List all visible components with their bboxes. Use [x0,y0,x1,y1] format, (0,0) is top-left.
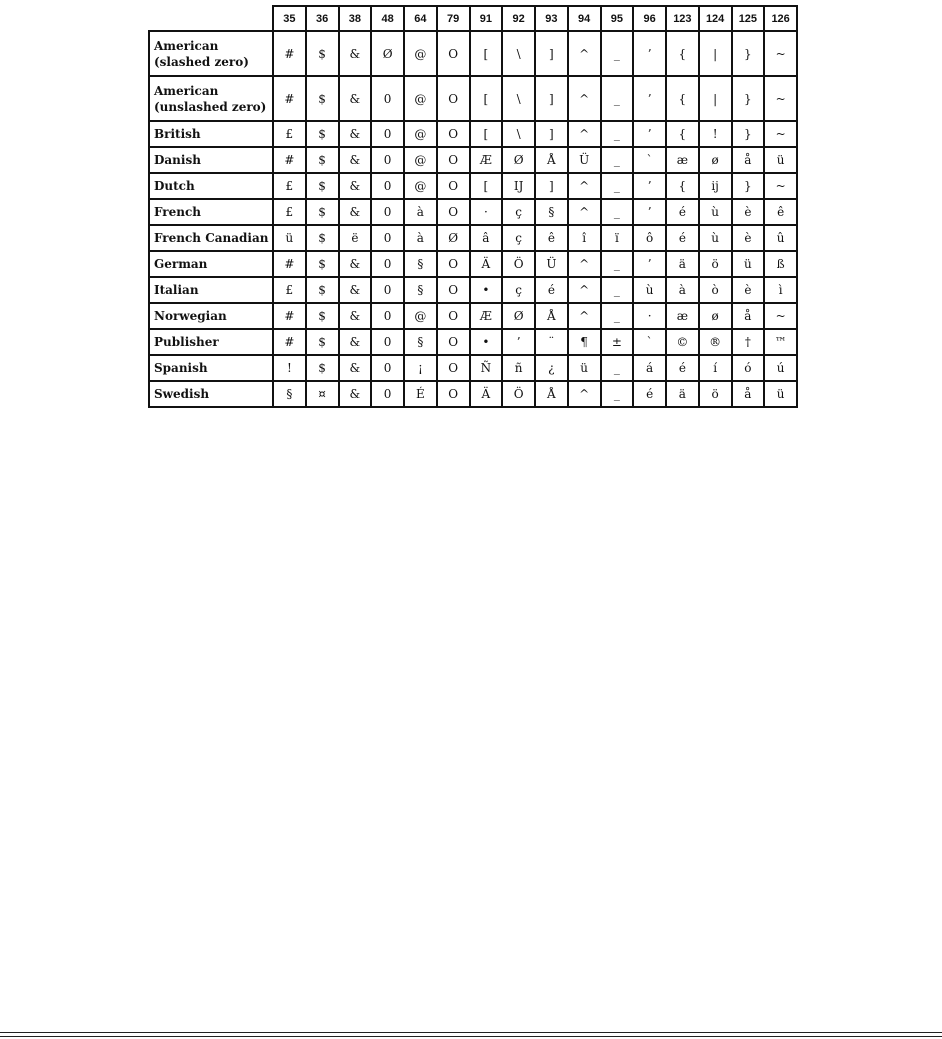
character-cell: _ [601,381,634,407]
character-cell: å [732,381,765,407]
character-cell: $ [306,225,339,251]
character-cell: @ [404,31,437,76]
character-cell: ~ [764,121,797,147]
character-cell: § [404,277,437,303]
table-row [149,31,797,76]
character-cell: ä [666,251,699,277]
language-name [149,355,273,381]
language-name-line: Dutch [154,179,195,193]
character-cell: 0 [371,173,404,199]
table-row [149,303,797,329]
language-name [149,225,273,251]
character-cell: # [273,329,306,355]
character-cell: Å [535,303,568,329]
character-cell: £ [273,199,306,225]
language-name [149,199,273,225]
character-cell: } [732,31,765,76]
character-cell: 0 [371,251,404,277]
character-cell: ’ [633,76,666,121]
column-header-code: 91 [470,6,503,31]
character-cell: \ [502,121,535,147]
character-cell: @ [404,76,437,121]
character-cell: O [437,31,470,76]
character-cell: Ö [502,381,535,407]
character-cell: 0 [371,381,404,407]
character-cell: Ø [371,31,404,76]
character-cell: @ [404,303,437,329]
language-name [149,277,273,303]
character-cell: [ [470,76,503,121]
character-cell: à [404,199,437,225]
column-header-code: 95 [601,6,634,31]
character-cell: ø [699,303,732,329]
character-cell: ö [699,251,732,277]
character-cell: & [339,121,372,147]
character-cell: Ñ [470,355,503,381]
character-cell: • [470,277,503,303]
character-cell: ^ [568,76,601,121]
character-cell: î [568,225,601,251]
character-cell: é [535,277,568,303]
character-cell: [ [470,173,503,199]
column-header-code: 36 [306,6,339,31]
table-row [149,147,797,173]
character-cell: £ [273,173,306,199]
character-cell: ^ [568,121,601,147]
character-cell: O [437,199,470,225]
character-cell: É [404,381,437,407]
character-cell: IJ [502,173,535,199]
character-cell: ë [339,225,372,251]
language-name [149,31,273,76]
character-cell: ^ [568,251,601,277]
character-cell: ê [535,225,568,251]
character-cell: ~ [764,173,797,199]
character-cell: é [633,381,666,407]
character-cell: é [666,355,699,381]
character-cell: ¡ [404,355,437,381]
character-cell: Ö [502,251,535,277]
character-cell: ù [633,277,666,303]
table-row [149,251,797,277]
character-cell: $ [306,277,339,303]
table-row [149,76,797,121]
character-cell: O [437,303,470,329]
character-cell: & [339,303,372,329]
character-cell: $ [306,173,339,199]
language-name [149,147,273,173]
character-cell: 0 [371,147,404,173]
character-cell: & [339,277,372,303]
character-cell: | [699,76,732,121]
character-cell: & [339,199,372,225]
character-cell: $ [306,121,339,147]
character-cell: è [732,225,765,251]
language-name [149,381,273,407]
character-cell: ] [535,76,568,121]
character-cell: # [273,31,306,76]
character-cell: & [339,381,372,407]
character-cell: ± [601,329,634,355]
character-cell: û [764,225,797,251]
language-name-line: Danish [154,153,201,167]
character-cell: ™ [764,329,797,355]
character-cell: Å [535,381,568,407]
character-cell: & [339,147,372,173]
character-cell: Ø [502,303,535,329]
character-cell: å [732,147,765,173]
character-cell: _ [601,277,634,303]
character-cell: _ [601,251,634,277]
character-cell: ’ [633,251,666,277]
character-cell: ’ [633,173,666,199]
character-cell: ö [699,381,732,407]
table-row [149,329,797,355]
character-cell: ij [699,173,732,199]
column-header-code: 94 [568,6,601,31]
language-name [149,121,273,147]
character-cell: O [437,355,470,381]
character-cell: Ä [470,251,503,277]
character-cell: § [535,199,568,225]
character-cell: ü [273,225,306,251]
character-cell: æ [666,147,699,173]
language-name-line: (unslashed zero) [154,99,267,114]
character-cell: $ [306,199,339,225]
character-cell: { [666,31,699,76]
column-header-code: 124 [699,6,732,31]
character-cell: ü [764,147,797,173]
character-cell: & [339,251,372,277]
character-cell: ù [699,199,732,225]
table-row [149,381,797,407]
column-header-code: 79 [437,6,470,31]
character-cell: â [470,225,503,251]
corner-cell [149,6,273,31]
character-cell: [ [470,31,503,76]
character-cell: ø [699,147,732,173]
character-cell: # [273,251,306,277]
character-cell: å [732,303,765,329]
character-cell: _ [601,173,634,199]
character-cell: } [732,76,765,121]
character-cell: ` [633,329,666,355]
character-cell: 0 [371,225,404,251]
character-cell: ^ [568,199,601,225]
character-cell: è [732,277,765,303]
character-cell: @ [404,121,437,147]
character-cell: ~ [764,31,797,76]
character-cell: | [699,31,732,76]
character-cell: ^ [568,277,601,303]
character-cell: ù [699,225,732,251]
character-cell: @ [404,147,437,173]
table-row [149,173,797,199]
character-cell: æ [666,303,699,329]
language-name-line: Norwegian [154,309,227,323]
character-cell: 0 [371,76,404,121]
character-cell: O [437,277,470,303]
character-cell: á [633,355,666,381]
language-name-line: American [154,38,219,53]
column-header-code: 126 [764,6,797,31]
character-cell: ñ [502,355,535,381]
character-cell: 0 [371,329,404,355]
character-cell: # [273,303,306,329]
character-cell: } [732,121,765,147]
character-cell: _ [601,121,634,147]
character-cell: ~ [764,303,797,329]
character-cell: ç [502,199,535,225]
character-cell: ç [502,277,535,303]
character-cell: 0 [371,277,404,303]
language-name-line: Spanish [154,361,208,375]
character-cell: è [732,199,765,225]
character-cell: · [633,303,666,329]
table-body [149,6,797,407]
character-cell: § [404,329,437,355]
character-cell: ó [732,355,765,381]
character-cell: • [470,329,503,355]
column-header-code: 35 [273,6,306,31]
character-cell: ^ [568,381,601,407]
character-cell: ô [633,225,666,251]
language-name-line: Swedish [154,387,210,401]
character-cell: Æ [470,147,503,173]
character-cell: 0 [371,199,404,225]
character-cell: $ [306,303,339,329]
character-cell: · [470,199,503,225]
language-name-line: American [154,83,219,98]
character-cell: _ [601,355,634,381]
character-cell: $ [306,147,339,173]
character-cell: $ [306,76,339,121]
language-name-line: Italian [154,283,199,297]
character-cell: í [699,355,732,381]
character-cell: O [437,381,470,407]
language-name [149,173,273,199]
language-name-line: (slashed zero) [154,54,249,69]
character-cell: ï [601,225,634,251]
character-cell: & [339,76,372,121]
character-cell: \ [502,31,535,76]
table-row [149,121,797,147]
character-cell: # [273,147,306,173]
character-cell: Ä [470,381,503,407]
character-cell: ú [764,355,797,381]
character-cell: ä [666,381,699,407]
character-cell: _ [601,147,634,173]
language-name-line: Publisher [154,335,219,349]
character-cell: _ [601,199,634,225]
language-name-line: French Canadian [154,231,269,245]
character-cell: { [666,173,699,199]
character-cell: ò [699,277,732,303]
language-name [149,251,273,277]
table-row [149,199,797,225]
table-row [149,277,797,303]
character-cell: Ø [437,225,470,251]
table-row [149,355,797,381]
character-cell: ¨ [535,329,568,355]
character-cell: ^ [568,31,601,76]
column-header-code: 125 [732,6,765,31]
language-name-line: French [154,205,202,219]
character-cell: 0 [371,355,404,381]
language-name [149,329,273,355]
character-cell: ¿ [535,355,568,381]
character-cell: £ [273,121,306,147]
column-header-code: 48 [371,6,404,31]
character-cell: ’ [633,199,666,225]
character-cell: O [437,121,470,147]
character-cell: é [666,225,699,251]
character-cell: ü [732,251,765,277]
character-cell: \ [502,76,535,121]
character-cell: @ [404,173,437,199]
language-name [149,303,273,329]
character-cell: ’ [502,329,535,355]
character-cell: † [732,329,765,355]
character-cell: _ [601,76,634,121]
character-cell: _ [601,303,634,329]
character-cell: Æ [470,303,503,329]
character-cell: ¤ [306,381,339,407]
character-cell: 0 [371,303,404,329]
character-cell: ü [568,355,601,381]
character-cell: ’ [633,31,666,76]
character-cell: § [404,251,437,277]
character-cell: & [339,31,372,76]
character-cell: é [666,199,699,225]
column-header-code: 92 [502,6,535,31]
character-cell: ] [535,121,568,147]
character-cell: Ø [502,147,535,173]
character-cell: } [732,173,765,199]
bottom-rule [0,1032,942,1033]
character-cell: O [437,76,470,121]
character-cell: O [437,329,470,355]
character-cell: O [437,173,470,199]
language-name-line: German [154,257,208,271]
character-cell: ’ [633,121,666,147]
character-cell: ! [273,355,306,381]
column-header-code: 93 [535,6,568,31]
column-header-code: 38 [339,6,372,31]
character-cell: ¶ [568,329,601,355]
character-cell: Ü [568,147,601,173]
character-cell: _ [601,31,634,76]
column-header-code: 64 [404,6,437,31]
character-cell: ® [699,329,732,355]
character-cell: $ [306,31,339,76]
column-header-code: 96 [633,6,666,31]
character-cell: ^ [568,303,601,329]
character-cell: § [273,381,306,407]
character-cell: { [666,76,699,121]
character-cell: à [666,277,699,303]
character-cell: $ [306,355,339,381]
table-row [149,225,797,251]
character-cell: ] [535,31,568,76]
character-cell: [ [470,121,503,147]
character-cell: ^ [568,173,601,199]
language-name [149,76,273,121]
character-cell: O [437,147,470,173]
character-cell: $ [306,329,339,355]
language-name-line: British [154,127,201,141]
character-cell: ì [764,277,797,303]
character-cell: ` [633,147,666,173]
bottom-rule [0,1036,942,1037]
character-cell: ] [535,173,568,199]
column-header-code: 123 [666,6,699,31]
character-cell: ê [764,199,797,225]
character-cell: Ü [535,251,568,277]
character-cell: ç [502,225,535,251]
character-cell: & [339,329,372,355]
character-cell: & [339,173,372,199]
character-cell: 0 [371,121,404,147]
character-cell: à [404,225,437,251]
character-cell: Å [535,147,568,173]
character-cell: © [666,329,699,355]
character-cell: £ [273,277,306,303]
character-cell: & [339,355,372,381]
character-set-table [148,5,798,408]
character-cell: O [437,251,470,277]
character-cell: ü [764,381,797,407]
character-cell: $ [306,251,339,277]
character-cell: ! [699,121,732,147]
character-cell: { [666,121,699,147]
character-cell: ~ [764,76,797,121]
character-cell: # [273,76,306,121]
character-cell: ß [764,251,797,277]
header-row [149,6,797,31]
